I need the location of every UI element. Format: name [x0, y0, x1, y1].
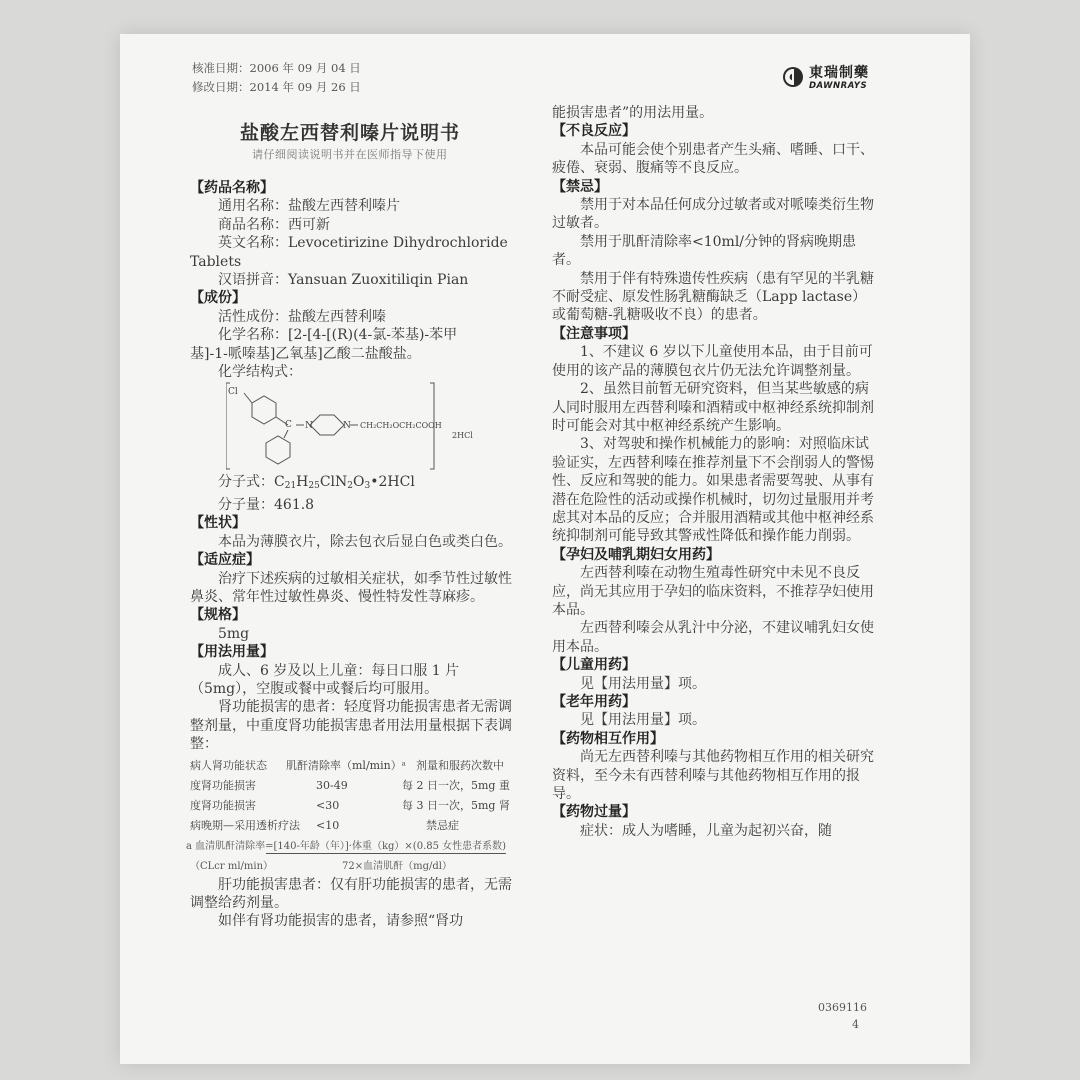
pinyin-name: 汉语拼音：Yansuan Zuoxitiliqin Pian — [218, 272, 469, 289]
adverse-text: 本品可能会使个别患者产生头痛、嗜睡、口干、疲倦、衰弱、腹痛等不良反应。 — [552, 141, 874, 177]
table-row: 病晚期—采用透析疗法 <10 禁忌症 — [190, 818, 459, 832]
brand-name-en: DAWNRAYS — [809, 81, 868, 91]
table-header: 病人肾功能状态 肌酐清除率（ml/min）ᵃ 剂量和服药次数中 — [190, 758, 504, 772]
table-row: 度肾功能损害 30-49 每 2 日一次，5mg 重 — [190, 778, 510, 792]
dosage-hepatic: 肝功能损害患者：仅有肝功能损害的患者，无需调整给药剂量。 — [190, 876, 512, 911]
molecular-formula: 分子式：$C_{21}H_{25}ClN_2O_3•2HCl$ — [218, 474, 415, 492]
precaution-1: 1、不建议 6 岁以下儿童使用本品，由于目前可使用的该产品的薄膜包衣片仍无法允许调整剂量。 — [552, 344, 873, 379]
document-subtitle: 请仔细阅读说明书并在医师指导下使用 — [252, 148, 448, 161]
section-heading-adverse: 【不良反应】 — [552, 123, 636, 140]
structure-chain: CH₂CH₂OCH₂COOH — [360, 421, 442, 431]
spec-text: 5mg — [218, 625, 250, 642]
dosage-renal: 肾功能损害的患者：轻度肾功能损害患者无需调整剂量，中重度肾功能损害患者用法用量根据下表调整： — [190, 699, 512, 753]
active-ingredient: 活性成份：盐酸左西替利嗪 — [218, 308, 386, 325]
contra-2: 禁用于肌酐清除率<10ml/分钟的肾病晚期患者。 — [552, 233, 857, 269]
structure-ch: C — [285, 420, 292, 431]
structure-n2: N — [343, 421, 351, 432]
section-heading-spec: 【规格】 — [190, 607, 246, 624]
formula-label: 分子式： — [218, 474, 274, 491]
precaution-3: 3、对驾驶和操作机械能力的影响：对照临床试验证实，左西替利嗪在推荐剂量下不会削弱人的警惕性、反应和驾驶的能力。如果患者需要驾驶、从事有潜在危险性的活动或操作机械时，切勿过量服用并考虑其对本品的反应；合并服用酒精或其他中枢神经系统抑制剂可能导致其警戒性降低和操作能力削弱。 — [552, 436, 874, 545]
precaution-2: 2、虽然目前暂无研究资料，但当某些敏感的病人同时服用左西替利嗪和酒精或中枢神经系统抑制剂时可能会对其中枢神经系统产生影响。 — [552, 381, 874, 434]
structure-cl: Cl — [228, 387, 238, 398]
overdose-text: 症状：成人为嗜睡，儿童为起初兴奋，随 — [580, 822, 832, 839]
dosage-adult: 成人、6 岁及以上儿童：每日口服 1 片（5mg），空腹或餐中或餐后均可服用。 — [190, 662, 460, 697]
indications-text: 治疗下述疾病的过敏相关症状，如季节性过敏性鼻炎、常年性过敏性鼻炎、慢性特发性荨麻疹。 — [190, 570, 512, 605]
chemical-structure — [190, 381, 516, 473]
renal-dosage-table — [190, 756, 516, 836]
interactions-text: 尚无左西替利嗪与其他药物相互作用的相关研究资料，至今未有西替利嗪与其他药物相互作用的报导。 — [552, 749, 874, 803]
revision-date: 修改日期：2014 年 09 月 26 日 — [192, 80, 361, 94]
brand-logo — [782, 60, 882, 96]
approval-date: 核准日期：2006 年 09 月 04 日 — [192, 61, 361, 75]
molecular-weight: 分子量：461.8 — [218, 496, 315, 513]
properties-text: 本品为薄膜衣片，除去包衣后显白色或类白色。 — [218, 533, 512, 550]
section-heading-indications: 【适应症】 — [190, 552, 260, 569]
section-heading-drug-name: 【药品名称】 — [190, 180, 274, 196]
structure-n1: N — [305, 421, 313, 432]
left-column — [186, 179, 516, 931]
section-heading-dosage: 【用法用量】 — [190, 644, 274, 661]
dawnrays-logo-icon — [782, 66, 804, 88]
english-name: 英文名称：Levocetirizine Dihydrochloride — [218, 235, 508, 252]
section-heading-precautions: 【注意事项】 — [552, 325, 636, 342]
section-heading-elderly: 【老年用药】 — [552, 694, 636, 710]
generic-name: 通用名称：盐酸左西替利嗪片 — [218, 198, 400, 215]
formula-left: （CLcr ml/min） — [190, 860, 274, 872]
chemical-name-cont: 基]-1-哌嗪基]乙氧基]乙酸二盐酸盐。 — [190, 345, 421, 362]
section-heading-children: 【儿童用药】 — [552, 657, 636, 674]
dosage-hepatic-renal: 如伴有肾功能损害的患者，请参照“肾功 — [218, 913, 464, 930]
contra-3: 禁用于伴有特殊遗传性疾病（患有罕见的半乳糖不耐受症、原发性肠乳糖酶缺乏（Lapp lactase）或葡萄糖-乳糖吸收不良）的患者。 — [552, 270, 874, 324]
formula-denominator: 72×血清肌酐（mg/dl） — [342, 860, 452, 872]
chemical-name: 化学名称：[2-[4-[(R)(4-氯-苯基)-苯甲 — [218, 327, 458, 344]
right-column — [552, 104, 878, 840]
structure-label: 化学结构式： — [218, 364, 302, 381]
elderly-text: 见【用法用量】项。 — [580, 712, 706, 729]
document-code: 0369116 — [818, 1001, 867, 1014]
section-heading-contraindications: 【禁忌】 — [552, 178, 608, 195]
page-number: 4 — [852, 1018, 859, 1031]
pregnancy-1: 左西替利嗪在动物生殖毒性研究中未见不良反应，尚无其应用于孕妇的临床资料，不推荐孕妇使用本品。 — [552, 565, 874, 618]
section-heading-composition: 【成份】 — [190, 290, 246, 307]
table-row: 度肾功能损害 <30 每 3 日一次，5mg 肾 — [190, 798, 510, 812]
formula-numerator: a 血清肌酐清除率=[140-年龄（年）]·体重（kg）×(0.85 女性患者系数) — [186, 840, 507, 852]
dosage-continuation: 能损害患者”的用法用量。 — [552, 105, 714, 121]
english-name-cont: Tablets — [190, 253, 242, 270]
pregnancy-2: 左西替利嗪会从乳汁中分泌，不建议哺乳妇女使用本品。 — [552, 620, 874, 655]
brand-name-cn: 東瑞制藥 — [809, 65, 869, 81]
formula-fraction-line — [266, 853, 506, 854]
clearance-formula — [186, 836, 516, 876]
document-title: 盐酸左西替利嗪片说明书 — [240, 122, 461, 144]
trade-name: 商品名称：西可新 — [218, 216, 330, 233]
children-text: 见【用法用量】项。 — [580, 675, 706, 692]
section-heading-overdose: 【药物过量】 — [552, 804, 636, 821]
section-heading-pregnancy: 【孕妇及哺乳期妇女用药】 — [552, 546, 720, 563]
structure-hcl: 2HCl — [452, 431, 473, 441]
section-heading-properties: 【性状】 — [190, 515, 246, 532]
contra-1: 禁用于对本品任何成分过敏者或对哌嗪类衍生物过敏者。 — [552, 197, 874, 232]
section-heading-interactions: 【药物相互作用】 — [552, 730, 664, 747]
